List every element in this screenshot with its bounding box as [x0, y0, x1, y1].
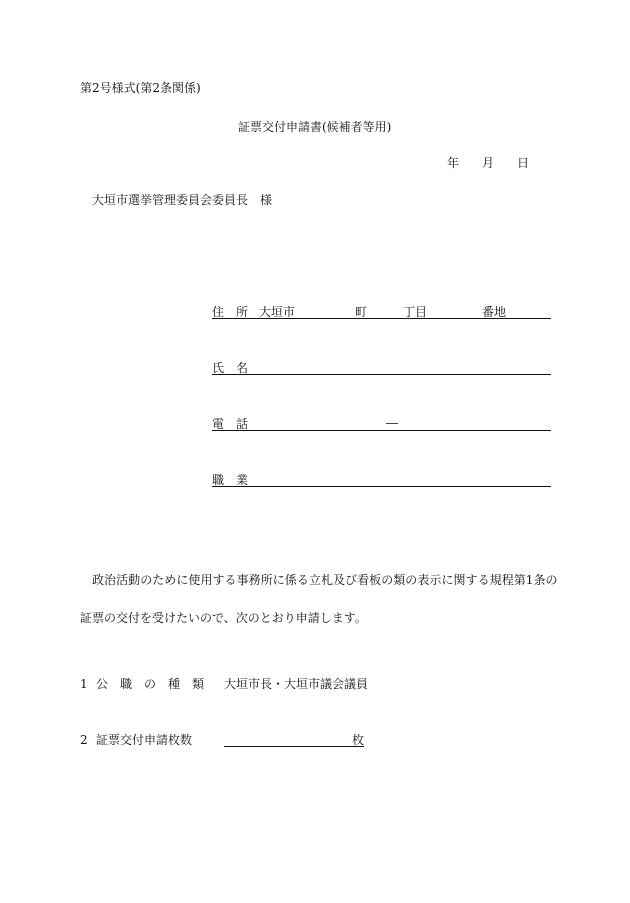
occupation-label: 職 業	[212, 473, 249, 487]
item-1-number: 1	[80, 677, 88, 691]
date-year: 年	[447, 156, 460, 170]
item-2-label: 証票交付申請枚数	[96, 733, 193, 747]
item-1-label: 公 職 の 種 類	[96, 677, 205, 691]
count-underline	[224, 746, 364, 747]
form-number: 第2号様式(第2条関係)	[80, 81, 201, 95]
address-chome: 丁目	[403, 305, 428, 319]
body-text-line-2: 証票の交付を受けたいので、次のとおり申請します。	[80, 611, 367, 625]
phone-underline	[212, 430, 551, 431]
address-label: 住 所	[212, 305, 249, 319]
address-town: 町	[355, 305, 368, 319]
item-2-unit: 枚	[352, 733, 365, 747]
name-underline	[212, 374, 551, 375]
occupation-underline	[212, 486, 551, 487]
address-banchi: 番地	[482, 305, 507, 319]
phone-label: 電 話	[212, 417, 249, 431]
address-underline	[212, 318, 551, 319]
body-text-line-1: 政治活動のために使用する事務所に係る立札及び看板の類の表示に関する規程第1条の	[92, 573, 558, 587]
date-month: 月	[482, 156, 495, 170]
name-label: 氏 名	[212, 361, 249, 375]
item-2-number: 2	[80, 733, 88, 747]
phone-separator: ―	[386, 416, 398, 430]
date-day: 日	[517, 156, 530, 170]
item-1-value: 大垣市長・大垣市議会議員	[224, 677, 369, 691]
document-title: 証票交付申請書(候補者等用)	[238, 120, 392, 134]
address-city: 大垣市	[259, 305, 296, 319]
addressee: 大垣市選挙管理委員会委員長 様	[92, 193, 273, 207]
